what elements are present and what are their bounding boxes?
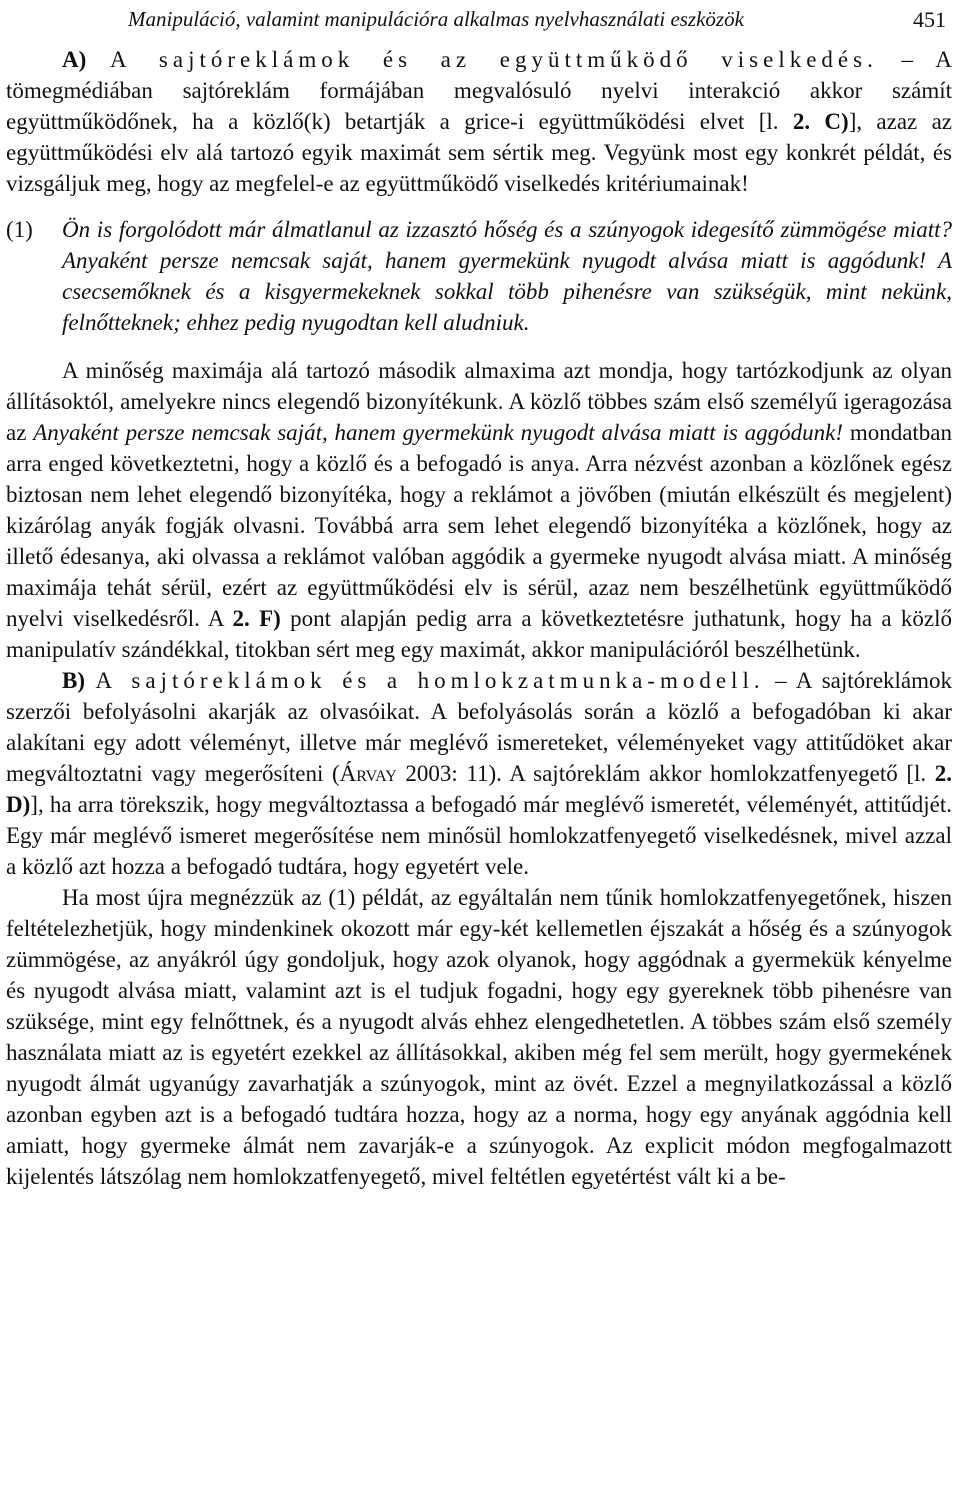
section-a-text-1: A tömegmédiában sajtóreklám formájában megvalósuló nyelvi interakció akkor számít együttműködőnek, ha a közlő(k) betartják a grice-i együttműködési elvet [l. bbox=[6, 47, 953, 134]
example-1 bbox=[6, 214, 952, 338]
section-a-heading: A sajtóreklámok és az együttműködő viselkedés. bbox=[109, 47, 878, 72]
paragraph-4: Ha most újra megnézzük az (1) példát, az egyáltalán nem tűnik homlokzatfenyegetőnek, hiszen feltételezhetjük, hogy mindenkinek okozott már egy-két kellemetlen éjszakát a hőség és a szúnyogok zümmögése, az anyákról úgy gondoljuk, hogy azok olyanok, hogy aggódnak a gyermekük kényelme és nyugodt alvása miatt, valamint azt is el tudjuk fogadni, hogy egy gyereknek több pihenésre van szüksége, mint egy felnőttnek, és a nyugodt alvás ehhez elengedhetetlen. A többes szám első személy használata miatt az is egyetért ezekkel az állításokkal, akiben még fel sem merült, hogy gyermekének nyugodt álmát ugyanúgy zavarhatják a szúnyogok, mint az övét. Ezzel a megnyilatkozással a közlő azonban egyben azt is a befogadó tudtára hozza, hogy az a norma, hogy egy anyának aggódnia kell amiatt, hogy gyermeke álmát nem zavarják-e a szúnyogok. Az explicit módon megfogalmazott kijelentés látszólag nem homlokzatfenyegető, mivel feltétlen egyetértést vált ki a be- bbox=[6, 885, 952, 1189]
section-b-paragraph: B) A sajtóreklámok és a homlokzatmunka-modell. – A sajtóreklámok szerzői befolyásolni akarják az olvasóikat. A befolyásolás során a közlő a befogadóban ki akar alakítani egy adott véleményt, illetve már meglévő ismereteket, véleményeket vagy attitűdöket akar megváltoztatni vagy megerősíteni (Árvay 2003: 11). A sajtóreklám akkor homlokzatfenyegető [l. 2. D)], ha arra törekszik, hogy megváltoztassa a befogadó már meglévő ismeretét, véleményét, attitűdjét. Egy már meglévő ismeret megerősítése nem minősül homlokzatfenyegető viselkedésnek, mivel azzal a közlő azt hozza a befogadó tudtára, hogy egyetért vele. bbox=[6, 668, 953, 879]
section-b-heading: A sajtóreklámok és a homlokzatmunka-modell. bbox=[95, 668, 765, 693]
section-b-ref: 2. D) bbox=[6, 761, 952, 817]
quoted-sentence: Anyaként persze nemcsak saját, hanem gyermekünk nyugodt alvása miatt is aggódunk! bbox=[33, 420, 843, 445]
example-text: Ön is forgolódott már álmatlanul az izzasztó hőség és a szúnyogok idegesítő zümmögése miatt? Anyaként persze nemcsak saját, hanem gyermekünk nyugodt alvása miatt is aggódunk! A csecsemőknek és a kisgyermekeknek sokkal több pihenésre van szükségük, mint nekünk, felnőtteknek; ehhez pedig nyugodtan kell aludniuk. bbox=[62, 217, 952, 335]
section-a-label: A) bbox=[62, 47, 87, 72]
paragraph-2: A minőség maximája alá tartozó második almaxima azt mondja, hogy tartózkodjunk az olyan állításoktól, amelyekre nincs elegendő bizonyítékunk. A közlő többes szám első személyű igeragozása az Anyaként persze nemcsak saját, hanem gyermekünk nyugodt alvása miatt is aggódunk! mondatban arra enged következtetni, hogy a közlő és a befogadó is anya. Arra nézvést azonban a közlőnek egész biztosan nem lehet elegendő bizonyítéka, hogy a reklámot a jövőben (miután elkészült és megjelent) kizárólag anyák fogják olvasni. Továbbá arra sem lehet elegendő bizonyítéka a közlőnek, hogy az illető édesanya, aki olvassa a reklámot valóban aggódik a gyermeke nyugodt alvása miatt. A minőség maximája tehát sérül, ezért az együttműködési elv is sérül, azaz nem beszélhetünk együttműködő nyelvi viselkedésről. A 2. F) pont alapján pedig arra a következtetésre juthatunk, hogy ha a közlő manipulatív szándékkal, titokban sért meg egy maximát, akkor manipulációról beszélhetünk. bbox=[6, 358, 953, 662]
running-header bbox=[6, 0, 952, 44]
section-a-paragraph: A) A sajtóreklámok és az együttműködő viselkedés. – A tömegmédiában sajtóreklám formájában megvalósuló nyelvi interakció akkor számít együttműködőnek, ha a közlő(k) betartják a grice-i együttműködési elvet [l. 2. C)], azaz az együttműködési elv alá tartozó egyik maximát sem sértik meg. Vegyünk most egy konkrét példát, és vizsgáljuk meg, hogy az megfelel-e az együttműködő viselkedés kritériumainak! bbox=[6, 47, 953, 196]
section-b-label: B) bbox=[62, 668, 85, 693]
page-number: 451 bbox=[913, 7, 946, 32]
section-a-ref: 2. C) bbox=[792, 109, 849, 134]
running-title: Manipuláció, valamint manipulációra alkalmas nyelvhasználati eszközök bbox=[128, 7, 744, 31]
cited-author: Árvay bbox=[339, 761, 397, 786]
paragraph-2-ref: 2. F) bbox=[232, 606, 281, 631]
example-number: (1) bbox=[6, 217, 33, 242]
section-a-text-2: ], azaz az együttműködési elv alá tartozó egyik maximát sem sértik meg. Vegyünk most egy konkrét példát, és vizsgáljuk meg, hogy az megfelel-e az együttműködő viselkedés kritériumainak! bbox=[6, 109, 952, 196]
